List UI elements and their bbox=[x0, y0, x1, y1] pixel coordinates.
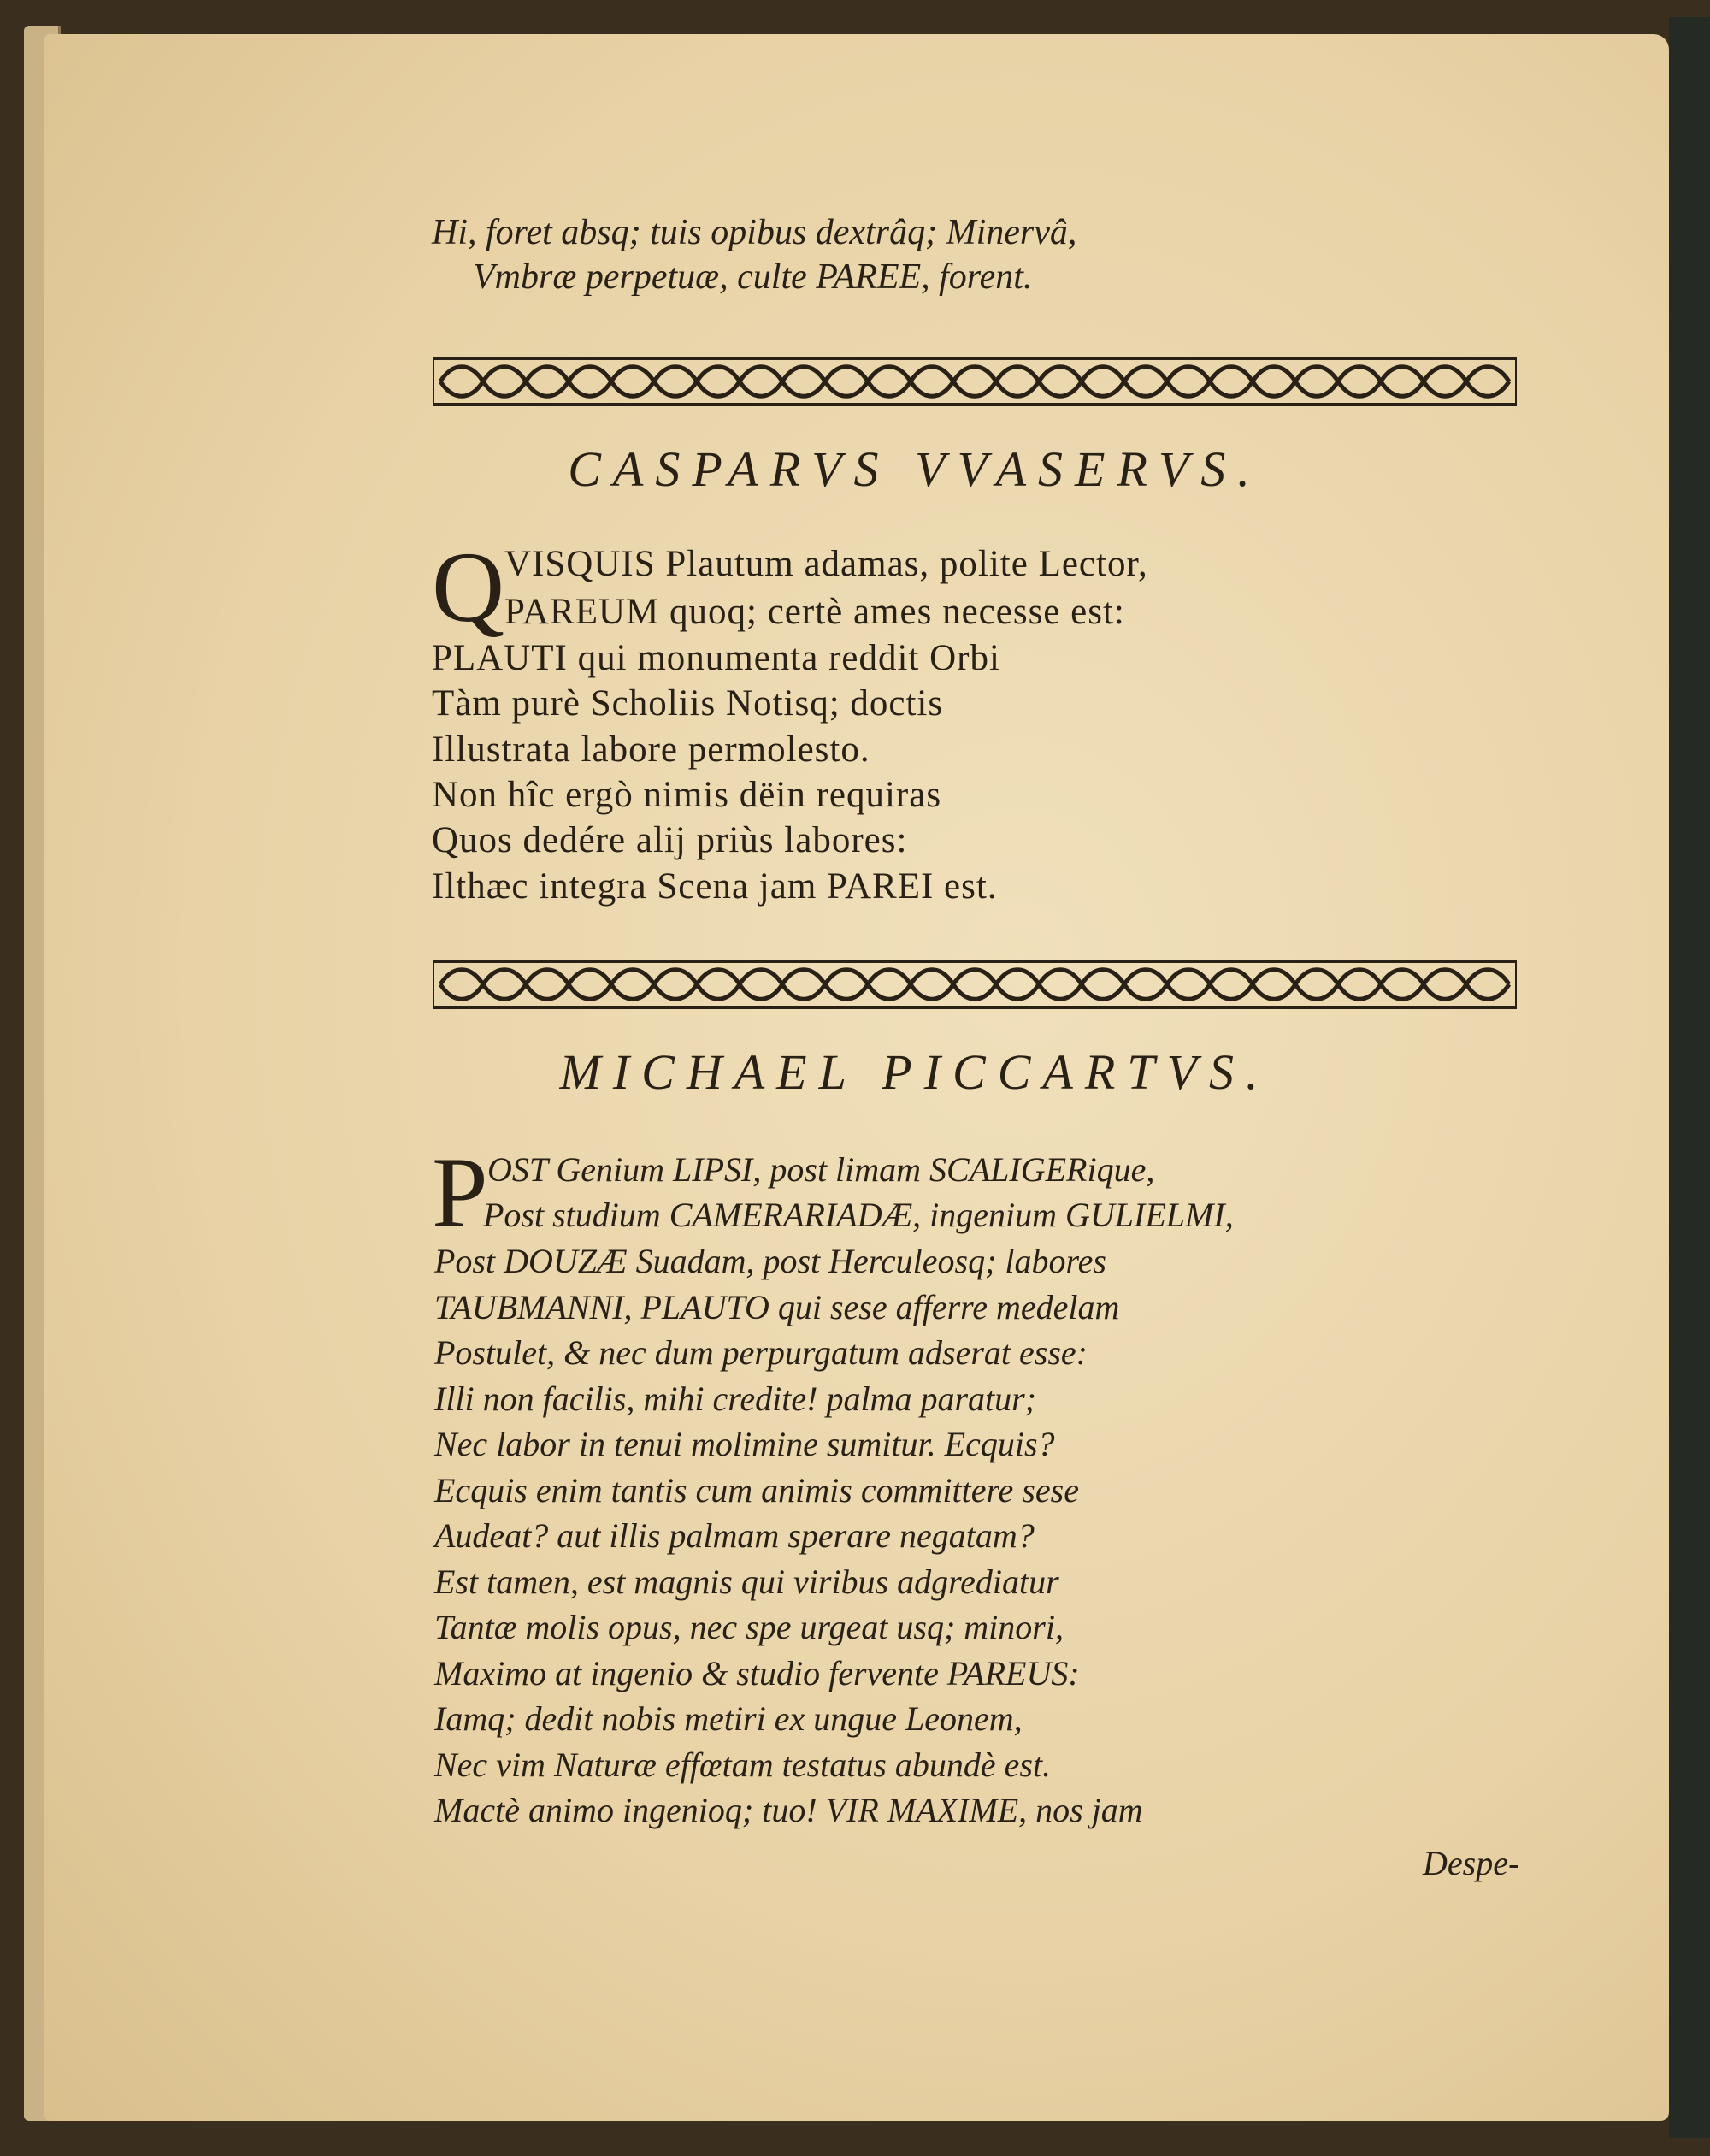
intro-line-1: Hi, foret absq; tuis opibus dextrâq; Minervâ, bbox=[432, 213, 1077, 252]
poem1-line-4: Tàm purè Scholiis Notisq; doctis bbox=[432, 683, 944, 724]
poem2-line-7: Nec labor in tenui molimine sumitur. Ecquis? bbox=[434, 1425, 1055, 1463]
poem2-line-3: Post DOUZÆ Suadam, post Herculeosq; labores bbox=[434, 1242, 1106, 1280]
ornamental-band-2 bbox=[433, 958, 1517, 1011]
poem2-line-2: Post studium CAMERARIADÆ, ingenium GULIELMI, bbox=[483, 1196, 1234, 1234]
poem2-line-11: Tantæ molis opus, nec spe urgeat usq; minori, bbox=[434, 1608, 1064, 1646]
poem1-line-8: Ilthæc integra Scena jam PAREI est. bbox=[432, 866, 998, 907]
poem2-heading: MICHAEL PICCARTVS. bbox=[559, 1044, 1271, 1100]
poem2-line-10: Est tamen, est magnis qui viribus adgrediatur bbox=[434, 1562, 1059, 1601]
poem2-line-9: Audeat? aut illis palmam sperare negatam? bbox=[434, 1516, 1035, 1555]
poem2-line-12: Maximo at ingenio & studio fervente PAREUS: bbox=[434, 1654, 1080, 1692]
poem1-line-6: Non hîc ergò nimis dëin requiras bbox=[432, 775, 942, 815]
intro-line-2: Vmbræ perpetuæ, culte PAREE, forent. bbox=[473, 257, 1033, 297]
poem1-line-2: PAREUM quoq; certè ames necesse est: bbox=[504, 592, 1125, 632]
poem2-line-8: Ecquis enim tantis cum animis committere sese bbox=[434, 1471, 1079, 1509]
poem2-dropcap: P bbox=[432, 1137, 488, 1249]
poem1-heading: CASPARVS VVASERVS. bbox=[568, 441, 1262, 497]
poem2-line-14: Nec vim Naturæ effœtam testatus abundè est. bbox=[434, 1745, 1052, 1784]
catchword: Despe- bbox=[1423, 1844, 1520, 1882]
poem2-line-5: Postulet, & nec dum perpurgatum adserat esse: bbox=[434, 1333, 1088, 1372]
poem2-line-4: TAUBMANNI, PLAUTO qui sese afferre medelam bbox=[434, 1288, 1120, 1326]
poem2-line-13: Iamq; dedit nobis metiri ex ungue Leonem, bbox=[434, 1699, 1023, 1738]
poem2-line-15: Mactè animo ingenioq; tuo! VIR MAXIME, nos jam bbox=[434, 1791, 1143, 1829]
ornament-pattern-1 bbox=[440, 367, 1509, 397]
poem1-line-3: PLAUTI qui monumenta reddit Orbi bbox=[432, 638, 1000, 678]
poem1-dropcap: Q bbox=[432, 531, 505, 643]
poem1-line-7: Quos dedére alij priùs labores: bbox=[432, 820, 908, 860]
poem2-line-6: Illi non facilis, mihi credite! palma paratur; bbox=[434, 1379, 1037, 1418]
ornamental-band-1 bbox=[433, 355, 1517, 408]
poem2-line-1: OST Genium LIPSI, post limam SCALIGERique, bbox=[487, 1150, 1155, 1189]
poem1-line-5: Illustrata labore permolesto. bbox=[432, 729, 870, 770]
poem1-line-1: VISQUIS Plautum adamas, polite Lector, bbox=[504, 544, 1148, 584]
ornament-pattern-2 bbox=[440, 970, 1509, 1000]
